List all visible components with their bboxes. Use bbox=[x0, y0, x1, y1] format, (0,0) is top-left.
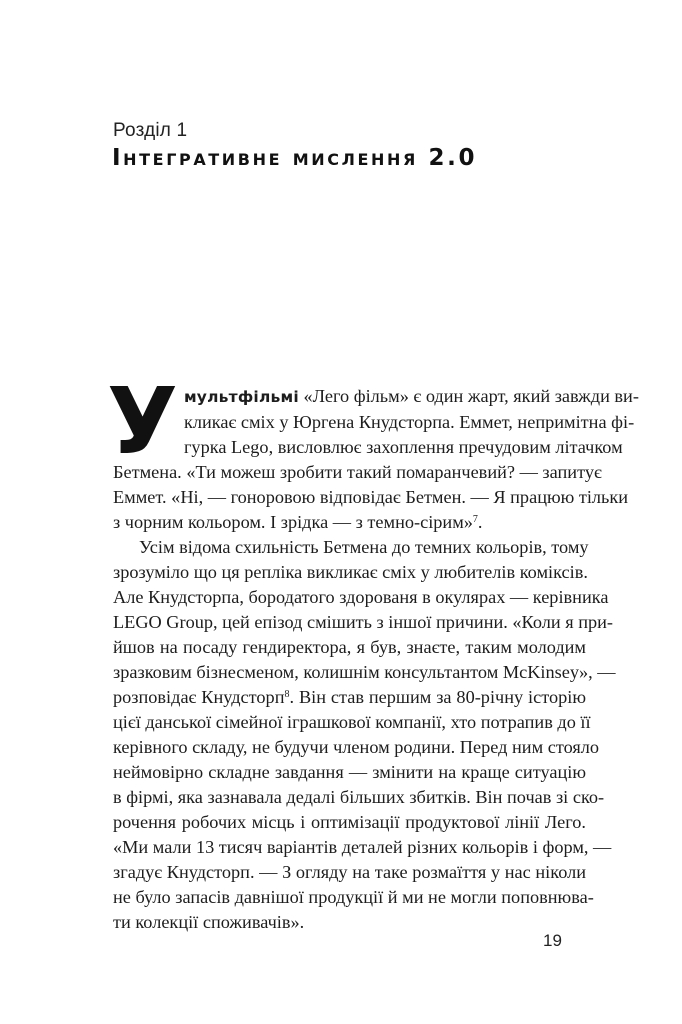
text-line: керівного складу, не будучи членом родини. Перед ним стояло bbox=[113, 737, 600, 757]
text-fragment: розповідає Кнудсторп bbox=[113, 687, 285, 707]
text-line bbox=[113, 384, 639, 410]
text-line: цієї данської сімейної іграшкової компанії, хто потрапив до її bbox=[113, 712, 591, 732]
footnote-ref[interactable]: 8 bbox=[284, 689, 290, 700]
footnote-ref[interactable]: 7 bbox=[472, 514, 478, 525]
drop-cap: У bbox=[107, 368, 178, 475]
text-line: не було запасів давнішої продукції й ми не могли поповнюва- bbox=[113, 887, 594, 907]
paragraph-1 bbox=[107, 368, 639, 535]
lead-word: мультфільмі bbox=[183, 388, 299, 406]
text-fragment: «Лего фільм» є один жарт, який завжди ви- bbox=[298, 386, 639, 406]
text-line bbox=[113, 510, 586, 535]
body-text bbox=[107, 368, 639, 935]
text-line: Але Кнудсторпа, бородатого здорованя в окулярах — керівника bbox=[113, 587, 609, 607]
text-line: в фірмі, яка зазнавала дедалі більших збитків. Він почав зі ско- bbox=[113, 787, 605, 807]
text-fragment: . Він став першим за 80-річну історію bbox=[289, 687, 586, 707]
text-line: згадує Кнудсторп. — З огляду на таке розмаїття у нас ніколи bbox=[113, 862, 586, 882]
text-line: неймовірно складне завдання — змінити на краще ситуацію bbox=[113, 762, 586, 782]
text-line: зрозуміло що ця репліка викликає сміх у любителів коміксів. bbox=[113, 562, 588, 582]
chapter-label: Розділ 1 bbox=[113, 120, 188, 141]
text-line: рочення робочих місць і оптимізації продуктової лінії Лего. bbox=[113, 812, 586, 832]
text-line: гурка Lego, висловлює захоплення пречудовим літачком bbox=[183, 437, 623, 457]
text-line: Усім відома схильність Бетмена до темних кольорів, тому bbox=[139, 537, 589, 557]
text-line: зразковим бізнесменом, колишнім консультантом McKinsey», — bbox=[113, 662, 616, 682]
text-line: Еммет. «Ні, — гоноровою відповідає Бетмен. — Я працюю тільки bbox=[113, 487, 629, 507]
text-line: «Ми мали 13 тисяч варіантів деталей різних кольорів і форм, — bbox=[113, 837, 612, 857]
paragraph-2 bbox=[113, 535, 616, 935]
text-fragment: . bbox=[477, 512, 483, 532]
text-line bbox=[113, 685, 586, 710]
text-line: ти колекції споживачів». bbox=[113, 912, 305, 932]
text-fragment: з чорним кольором. І зрідка — з темно-сірим» bbox=[113, 512, 473, 532]
text-line: Бетмена. «Ти можеш зробити такий помаранчевий? — запитує bbox=[113, 462, 602, 482]
text-line: LEGO Group, цей епізод смішить з іншої причини. «Коли я при- bbox=[113, 612, 613, 632]
text-line: йшов на посаду гендиректора, я був, знаєте, таким молодим bbox=[113, 637, 586, 657]
page-number: 19 bbox=[543, 931, 562, 950]
chapter-title: Інтегративне мислення 2.0 bbox=[112, 145, 478, 171]
text-line: кликає сміх у Юргена Кнудсторпа. Еммет, непримітна фі- bbox=[183, 412, 635, 432]
